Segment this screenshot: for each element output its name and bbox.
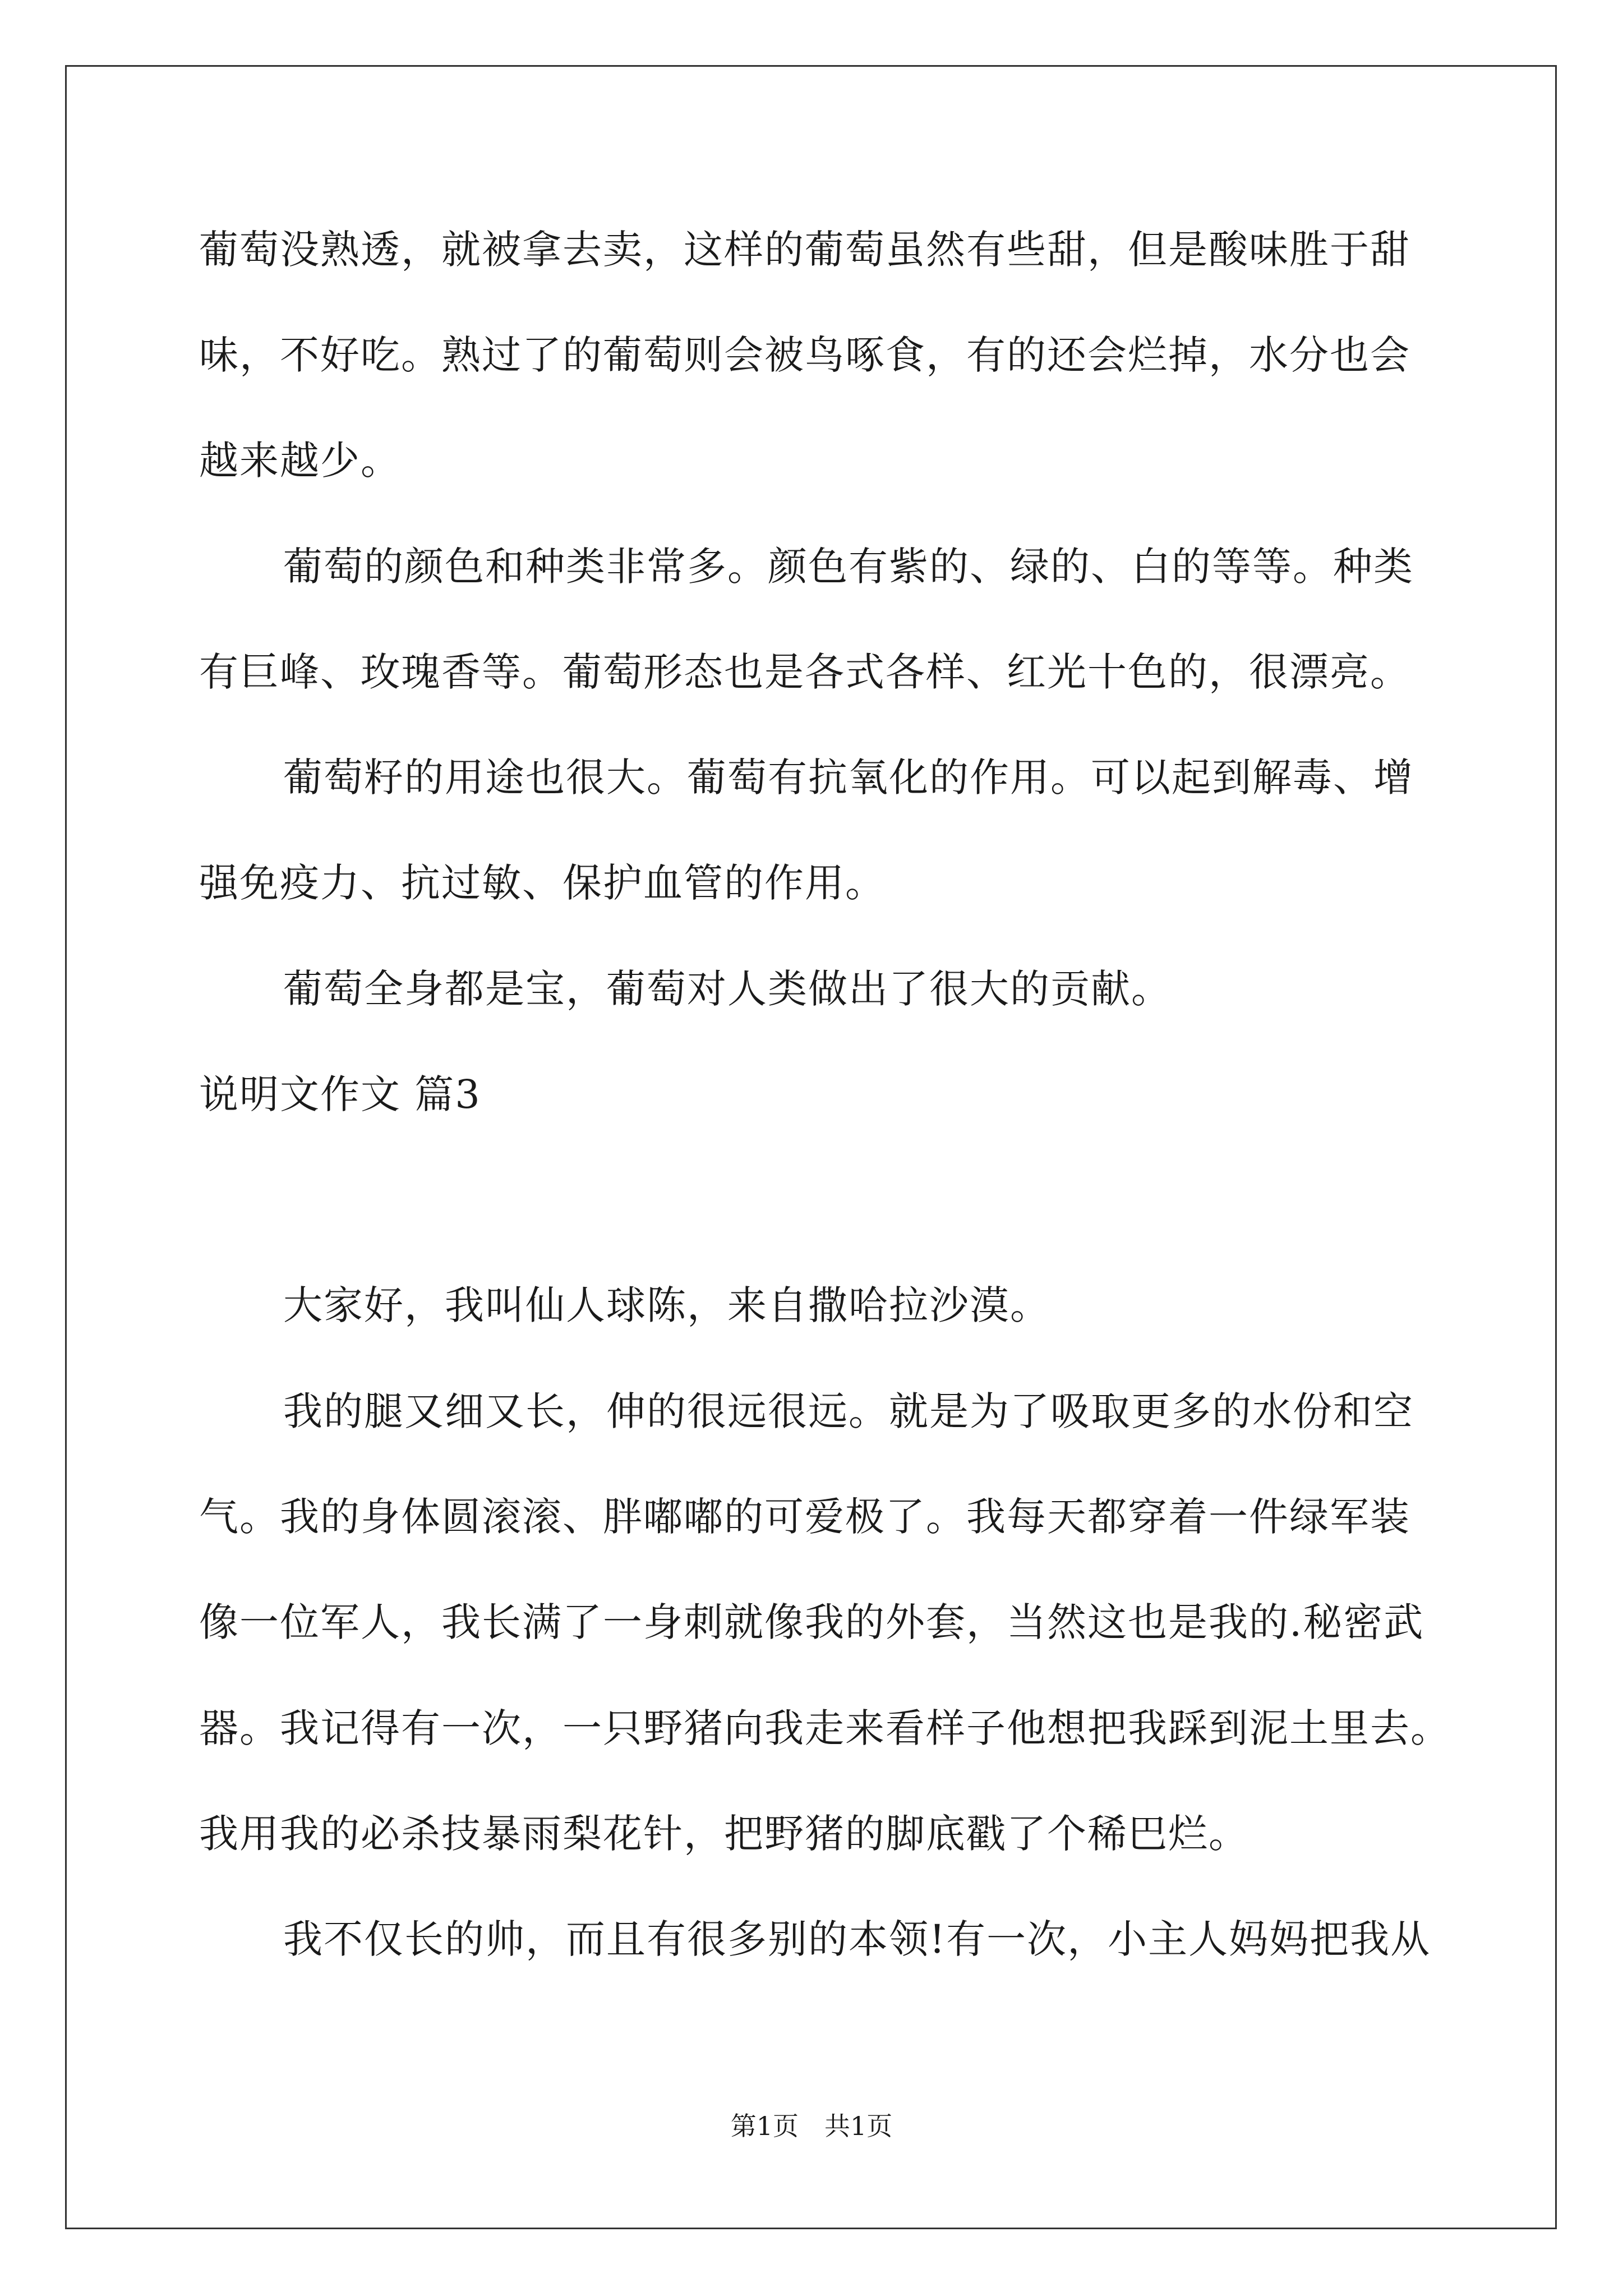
text-line: 像一位军人，我长满了一身刺就像我的外套，当然这也是我的.秘密武 xyxy=(199,1599,1424,1645)
text-line: 我用我的必杀技暴雨梨花针，把野猪的脚底戳了个稀巴烂。 xyxy=(199,1811,1249,1857)
text-line: 强免疫力、抗过敏、保护血管的作用。 xyxy=(199,860,886,906)
page-frame xyxy=(65,65,1557,2229)
paragraph-start: 葡萄的颜色和种类非常多。颜色有紫的、绿的、白的等等。种类 xyxy=(283,544,1414,590)
paragraph-start: 葡萄籽的用途也很大。葡萄有抗氧化的作用。可以起到解毒、增 xyxy=(283,754,1414,800)
text-line: 器。我记得有一次，一只野猪向我走来看样子他想把我踩到泥土里去。 xyxy=(199,1705,1451,1751)
text-line: 味，不好吃。熟过了的葡萄则会被鸟啄食，有的还会烂掉，水分也会 xyxy=(199,332,1410,378)
text-line: 越来越少。 xyxy=(199,438,401,484)
section-heading: 说明文作文 篇3 xyxy=(199,1071,481,1117)
text-line: 气。我的身体圆滚滚、胖嘟嘟的可爱极了。我每天都穿着一件绿军装 xyxy=(199,1494,1410,1540)
page-number-footer: 第1页 共1页 xyxy=(730,2111,893,2141)
paragraph-start: 我的腿又细又长，伸的很远很远。就是为了吸取更多的水份和空 xyxy=(283,1388,1414,1434)
paragraph-start: 大家好，我叫仙人球陈，来自撒哈拉沙漠。 xyxy=(283,1282,1050,1328)
text-line: 有巨峰、玫瑰香等。葡萄形态也是各式各样、红光十色的，很漂亮。 xyxy=(199,649,1410,695)
text-line: 葡萄没熟透，就被拿去卖，这样的葡萄虽然有些甜，但是酸味胜于甜 xyxy=(199,227,1410,273)
paragraph-start: 葡萄全身都是宝，葡萄对人类做出了很大的贡献。 xyxy=(283,966,1172,1012)
paragraph-start: 我不仅长的帅，而且有很多别的本领!有一次，小主人妈妈把我从 xyxy=(283,1916,1431,1962)
